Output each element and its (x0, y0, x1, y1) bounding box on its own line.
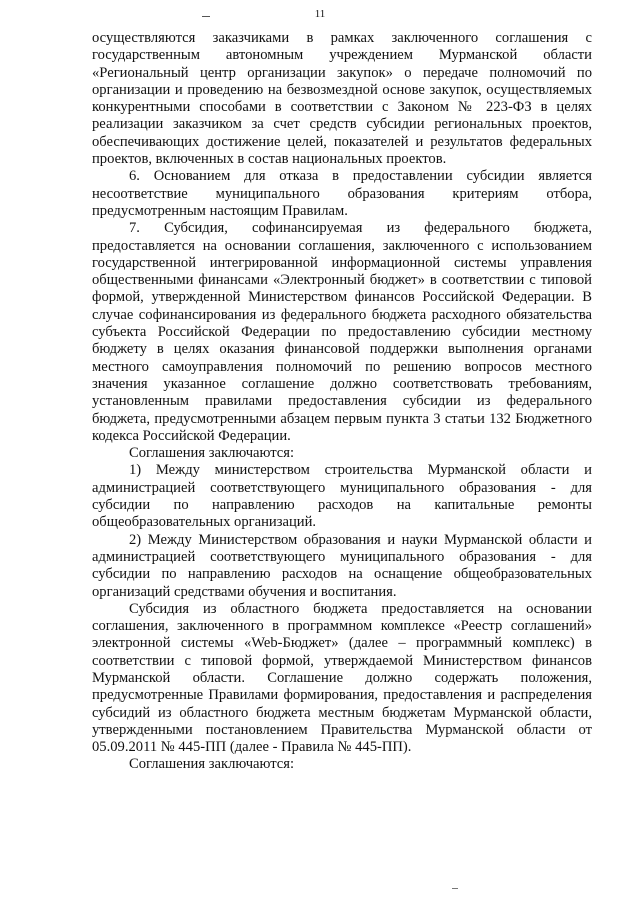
scan-mark-bottom (452, 888, 458, 889)
paragraph-agreement-1: 1) Между министерством строительства Мурманской области и администрацией соответствующего муниципального образования - для субсидии по направлению расходов на капитальные ремонты общеобразовательных организаций. (92, 462, 592, 531)
paragraph-item-6: 6. Основанием для отказа в предоставлении субсидии является несоответствие муниципального образования критериям отбора, предусмотренным настоящим Правилам. (92, 168, 592, 219)
scan-mark-top (202, 16, 210, 17)
paragraph-agreement-2: 2) Между Министерством образования и науки Мурманской области и администрацией соответствующего муниципального образования - для субсидии по направлению расходов на оснащение общеобразовательных организаций средствами обучения и воспитания. (92, 531, 592, 600)
paragraph-agreements-heading: Соглашения заключаются: (129, 445, 295, 462)
page-number: 11 (314, 8, 326, 20)
paragraph-item-7: 7. Субсидия, софинансируемая из федерального бюджета, предоставляется на основании соглашения, заключенного с использованием государственной интегрированной информационной системы управления общественными финансами «Электронный бюджет» в соответствии с типовой формой, утвержденной Министерством финансов Российской Федерации. В случае софинансирования из федерального бюджета расходного обязательства субъекта Российской Федерации по предоставлению субсидии местному бюджету в целях оказания финансовой поддержки выполнения органами местного самоуправления полномочий по решению вопросов местного значения указанное соглашение должно соответствовать требованиям, установленным правилами предоставления субсидии из федерального бюджета, предусмотренными абзацем первым пункта 3 статьи 132 Бюджетного кодекса Российской Федерации. (92, 220, 592, 444)
paragraph-regional-subsidy: Субсидия из областного бюджета предоставляется на основании соглашения, заключенного в программном комплексе «Реестр соглашений» электронной системы «Web-Бюджет» (далее – программный комплекс) в соответствии с типовой формой, утверждаемой Министерством финансов Мурманской области. Соглашение должно содержать положения, предусмотренные Правилами формирования, предоставления и распределения субсидий из областного бюджета местным бюджетам Мурманской области, утвержденными постановлением Правительства Мурманской области от 05.09.2011 № 445-ПП (далее - Правила № 445-ПП). (92, 600, 592, 756)
paragraph-procurement-continuation: осуществляются заказчиками в рамках заключенного соглашения с государственным автономным учреждением Мурманской области «Региональный центр организации закупок» о передаче полномочий по организации и проведению на безвозмездной основе закупок, осуществляемых конкурентными способами в соответствии с Законом № 223-ФЗ в целях реализации заказчиком за счет средств субсидии региональных проектов, обеспечивающих достижение целей, показателей и результатов федеральных проектов, включенных в состав национальных проектов. (92, 30, 592, 168)
paragraph-agreements-heading-2: Соглашения заключаются: (129, 756, 295, 773)
document-body (92, 30, 592, 774)
